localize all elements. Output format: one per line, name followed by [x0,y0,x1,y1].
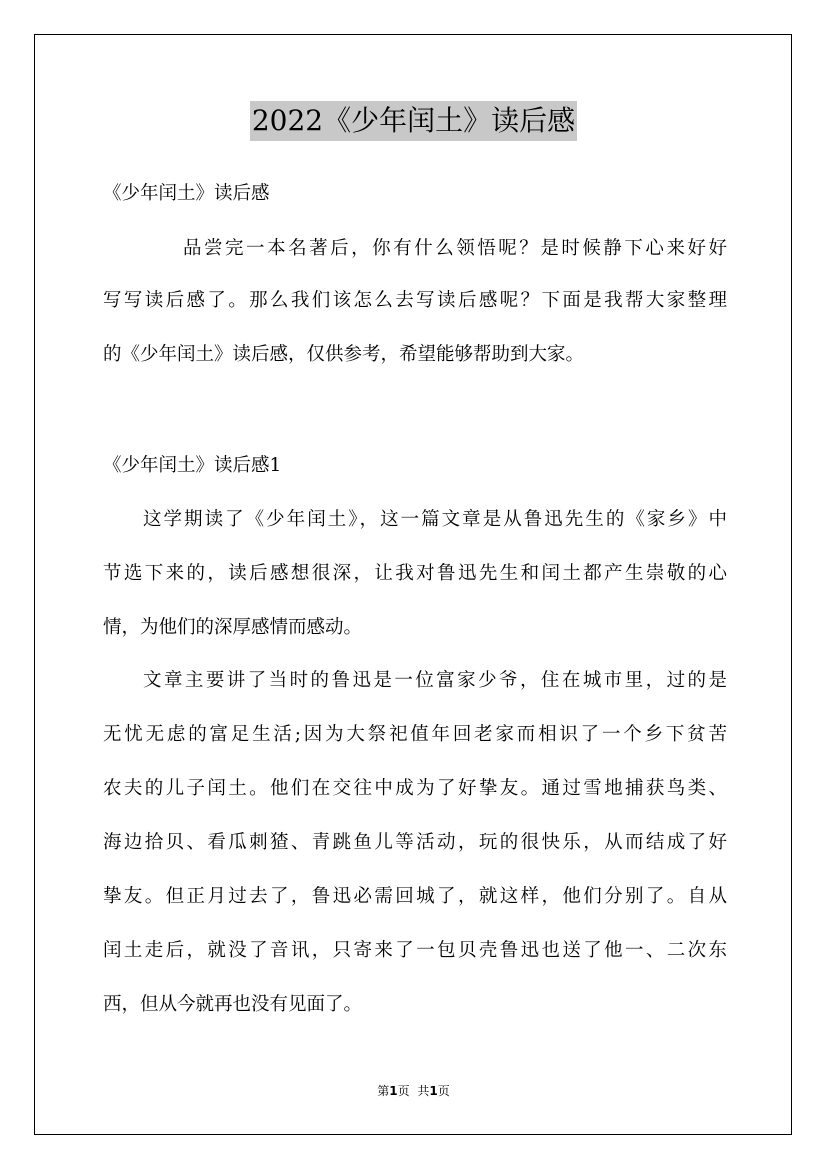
paragraph-line: 西，但从今就再也没有见面了。 [103,994,363,1015]
title-wrap [0,101,827,141]
document-subtitle: 《少年闰土》读后感 [103,183,270,204]
footer-page-total: 1 [429,1084,438,1098]
paragraph-line: 情，为他们的深厚感情而感动。 [103,617,363,638]
paragraph-line: 文章主要讲了当时的鲁迅是一位富家少爷，住在城市里，过的是 [143,670,727,691]
paragraph-line: 海边拾贝、看瓜刺猹、青跳鱼儿等活动，玩的很快乐，从而结成了好 [103,832,727,853]
intro-line: 的《少年闰土》读后感，仅供参考，希望能够帮助到大家。 [103,344,585,365]
document-title: 2022《少年闰土》读后感 [250,101,577,141]
page-footer [0,1083,827,1099]
footer-page-current: 1 [389,1084,398,1098]
intro-line: 品尝完一本名著后，你有什么领悟呢？是时候静下心来好好 [183,238,727,259]
paragraph-line: 闰土走后，就没了音讯，只寄来了一包贝壳鲁迅也送了他一、二次东 [103,940,727,961]
footer-page-suffix: 页 [397,1084,410,1098]
footer-total-prefix: 共 [417,1084,430,1098]
paragraph-line: 这学期读了《少年闰土》，这一篇文章是从鲁迅先生的《家乡》中 [143,509,727,530]
paragraph-line: 节选下来的，读后感想很深，让我对鲁迅先生和闰土都产生崇敬的心 [103,563,727,584]
paragraph-line: 挚友。但正月过去了，鲁迅必需回城了，就这样，他们分别了。自从 [103,886,727,907]
section-heading: 《少年闰土》读后感1 [103,455,282,476]
paragraph-line: 无忧无虑的富足生活;因为大祭祀值年回老家而相识了一个乡下贫苦 [103,724,727,745]
footer-total-suffix: 页 [437,1084,450,1098]
intro-line: 写写读后感了。那么我们该怎么去写读后感呢？下面是我帮大家整理 [103,290,727,311]
paragraph-line: 农夫的儿子闰土。他们在交往中成为了好挚友。通过雪地捕获鸟类、 [103,778,727,799]
footer-page-prefix: 第 [377,1084,390,1098]
